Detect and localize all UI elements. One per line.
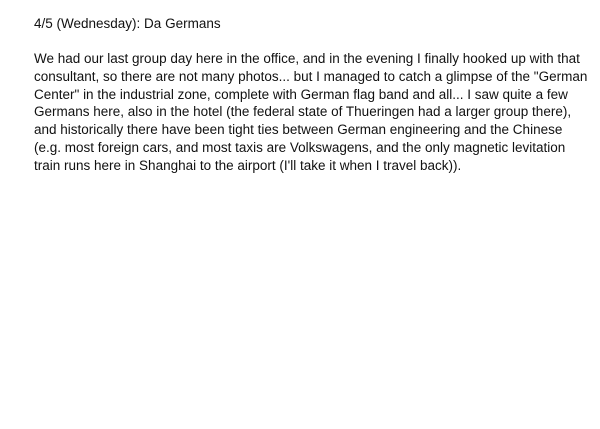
paragraph-line: and historically there have been tight ties between German engineering and the Chinese xyxy=(34,122,563,138)
paragraph-line: Center" in the industrial zone, complete with German flag band and all... I saw quite a few xyxy=(34,86,568,102)
entry-paragraph xyxy=(34,50,594,175)
entry-title: 4/5 (Wednesday): Da Germans xyxy=(34,16,221,31)
paragraph-line: consultant, so there are not many photos... but I managed to catch a glimpse of the "German xyxy=(34,68,588,84)
paragraph-line: (e.g. most foreign cars, and most taxis are Volkswagens, and the only magnetic levitation xyxy=(34,139,566,155)
paragraph-line: We had our last group day here in the office, and in the evening I finally hooked up with that xyxy=(34,51,580,66)
paragraph-line: Germans here, also in the hotel (the federal state of Thueringen had a larger group there), xyxy=(34,104,572,120)
paragraph-line: train runs here in Shanghai to the airport (I'll take it when I travel back)). xyxy=(34,157,462,173)
